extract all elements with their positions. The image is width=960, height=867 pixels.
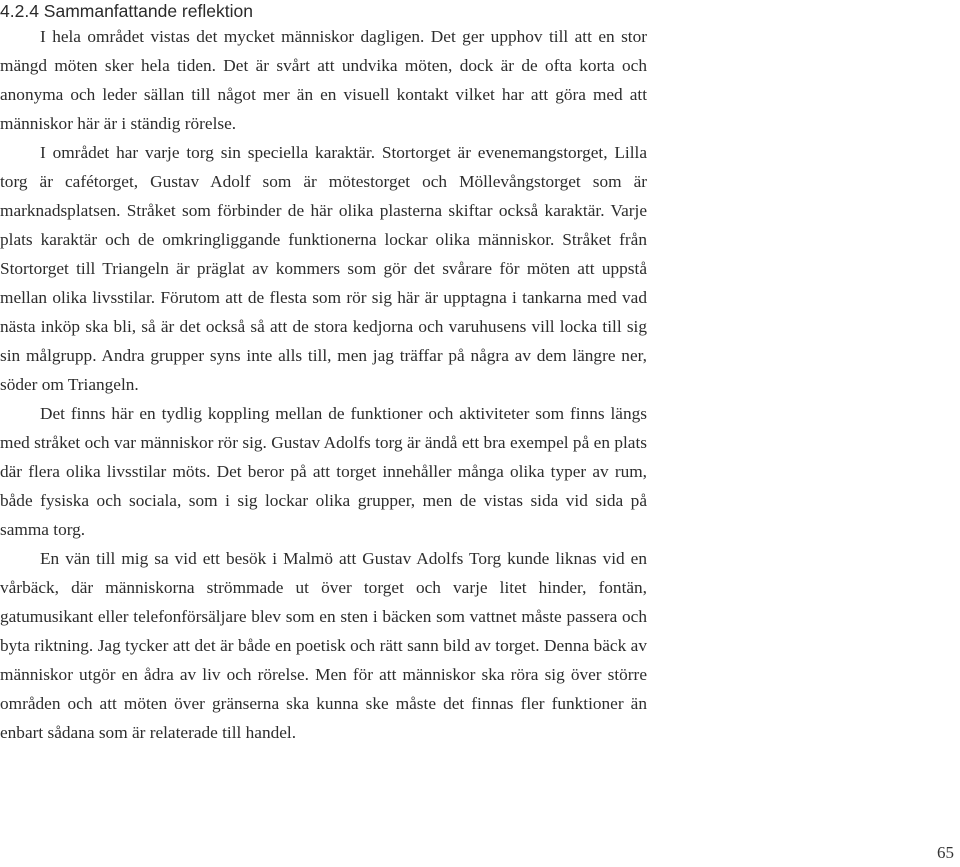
paragraph: I hela området vistas det mycket människor dagligen. Det ger upphov till att en stor mängd möten sker hela tiden. Det är svårt att undvika möten, dock är de ofta korta och anonyma och leder sällan till något mer än en visuell kontakt vilket har att göra med att människor här är i ständig rörelse. [0,27,647,133]
body-text [0,22,647,747]
page-number: 65 [937,843,954,862]
paragraph: I området har varje torg sin speciella karaktär. Stortorget är evenemangstorget, Lilla torg är cafétorget, Gustav Adolf som är mötestorget och Möllevångstorget som är marknadsplatsen. Stråket som förbinder de här olika plasterna skiftar också karaktär. Varje plats karaktär och de omkringliggande funktionerna lockar olika människor. Stråket från Stortorget till Triangeln är präglat av kommers som gör det svårare för möten att uppstå mellan olika livsstilar. Förutom att de flesta som rör sig här är upptagna i tankarna med vad nästa inköp ska bli, så är det också så att de stora kedjorna och varuhusens vill locka till sig sin målgrupp. Andra grupper syns inte alls till, men jag träffar på några av dem längre ner, söder om Triangeln. [0,143,647,394]
section-heading: 4.2.4 Sammanfattande reflektion [0,1,253,21]
paragraph: Det finns här en tydlig koppling mellan de funktioner och aktiviteter som finns längs med stråket och var människor rör sig. Gustav Adolfs torg är ändå ett bra exempel på en plats där flera olika livsstilar möts. Det beror på att torget innehåller många olika typer av rum, både fysiska och sociala, som i sig lockar olika grupper, men de vistas sida vid sida på samma torg. [0,404,647,539]
paragraph: En vän till mig sa vid ett besök i Malmö att Gustav Adolfs Torg kunde liknas vid en vårbäck, där människorna strömmade ut över torget och varje litet hinder, fontän, gatumusikant eller telefonförsäljare blev som en sten i bäcken som vattnet måste passera och byta riktning. Jag tycker att det är både en poetisk och rätt sann bild av torget. Denna bäck av människor utgör en ådra av liv och rörelse. Men för att människor ska röra sig över större områden och att möten över gränserna ska kunna ske måste det finnas fler funktioner än enbart sådana som är relaterade till handel. [0,549,647,742]
